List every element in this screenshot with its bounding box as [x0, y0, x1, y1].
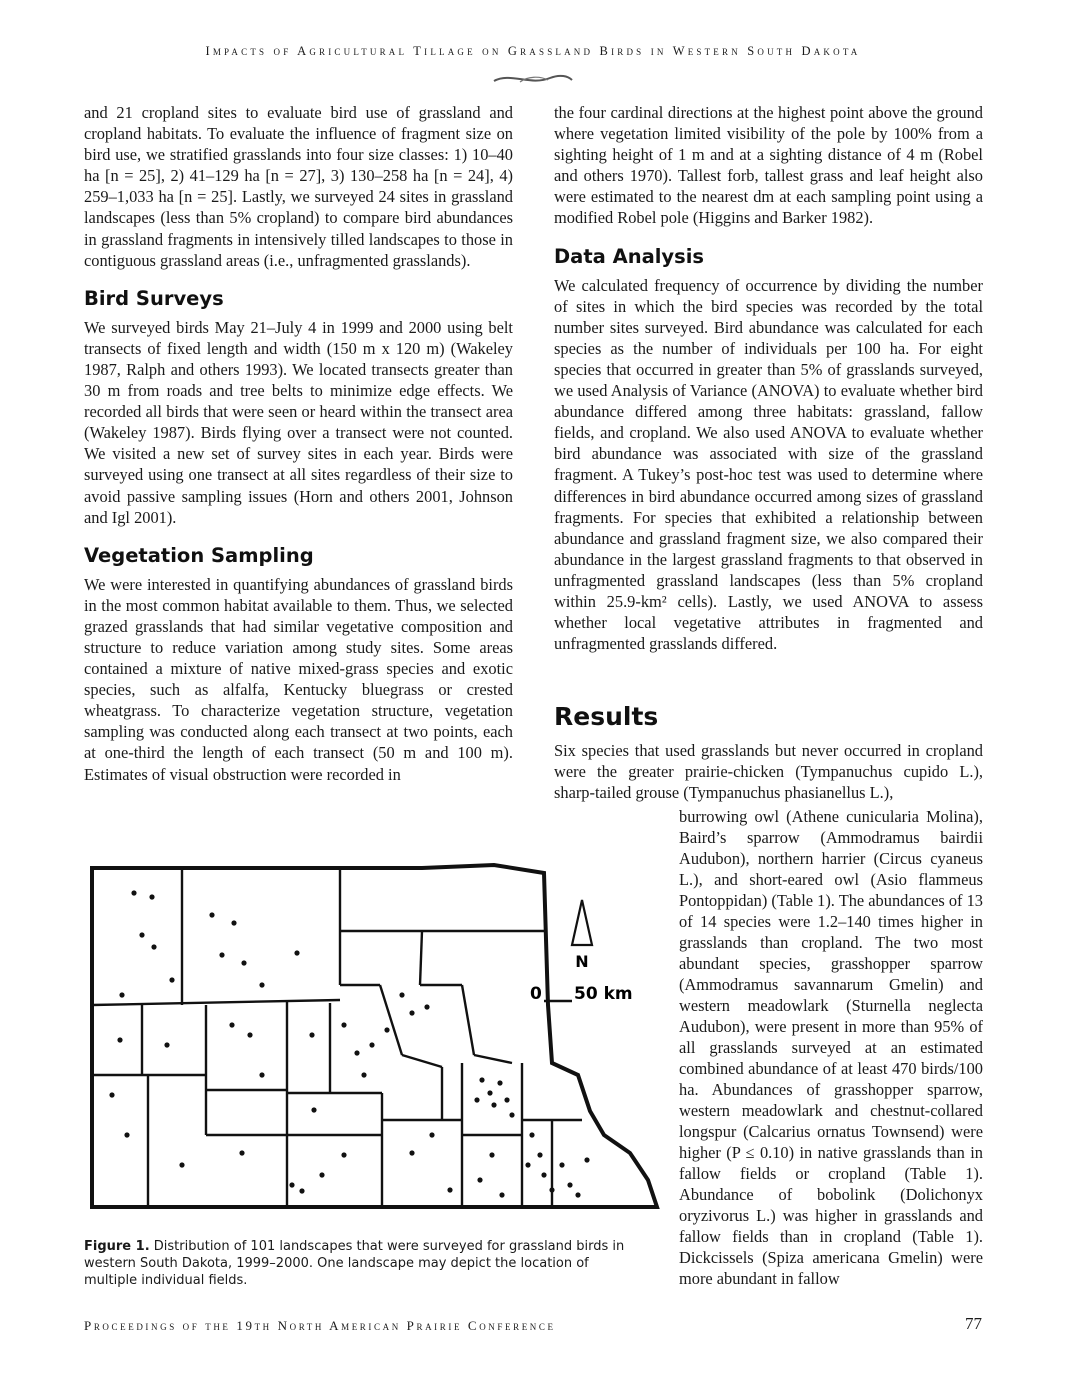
- vegetation-heading: Vegetation Sampling: [84, 543, 314, 567]
- bird-surveys-heading: Bird Surveys: [84, 286, 224, 310]
- results-paragraph-narrow: burrowing owl (Athene cunicularia Molina), Baird’s sparrow (Ammodramus bairdii Audubon), northern harrier (Circus cyaneus L.), and short-eared owl (Asio flammeus Pontoppidan) (Table 1). The abundances of 13 of 14 species were 1.2–140 times higher in grasslands than cropland. The two most abundant species, grasshopper sparrow (Ammodramus savannarum Gmelin) and western meadowlark (Sturnella neglecta Audubon), were present in more than 95% of all grasslands surveyed at an estimated combined abundance of at least 470 birds/100 ha. Abundances of grasshopper sparrow, western meadowlark and chestnut-collared longspur (Calcarius ornatus Townsend) were higher (P ≤ 0.10) in native grasslands than in fallow fields or cropland (Table 1). Abundance of bobolink (Dolichonyx oryzivorus L.) was higher in grasslands and fallow fields than in cropland (Table 1). Dickcissels (Spiza americana Gmelin) were more abundant in fallow: [679, 807, 983, 1288]
- north-label: N: [575, 952, 589, 971]
- scale-zero-label: 0: [530, 984, 542, 1004]
- scale-distance-label: 50 km: [574, 984, 633, 1004]
- results-heading: Results: [554, 702, 659, 731]
- figure-caption: [84, 1238, 644, 1289]
- south-dakota-county-map: [82, 835, 672, 1235]
- continuation-paragraph: the four cardinal directions at the highest point above the ground where vegetation limited visibility of the pole by 100% from a sighting height of 1 m and at a sighting distance of 4 m (Robel and others 1970). Tallest forb, tallest grass and leaf height also were estimated to the nearest dm at each sampling point using a modified Robel pole (Higgins and Barker 1982).: [554, 103, 983, 228]
- county-lines: [92, 868, 582, 1207]
- footer-conference: Proceedings of the 19th North American Prairie Conference: [84, 1318, 556, 1333]
- ornament-icon: [490, 70, 576, 88]
- figure-map: [82, 835, 672, 1235]
- left-column: [84, 102, 513, 785]
- results-section: [554, 702, 983, 803]
- right-column: [554, 102, 983, 654]
- results-paragraph-wide: Six species that used grasslands but never occurred in cropland were the greater prairie-chicken (Tympanuchus cupido L.), sharp-tailed grouse (Tympanuchus phasianellus L.),: [554, 741, 983, 802]
- bird-surveys-paragraph: We surveyed birds May 21–July 4 in 1999 and 2000 using belt transects of fixed length and width (150 m x 120 m) (Wakeley 1987, Ralph and others 1993). We located transects greater than 30 m from roads and tree belts to minimize edge effects. We recorded all birds that were seen or heard within the transect area (Wakeley 1987). Birds flying over a transect were not counted. We visited a new set of survey sites in each year. Birds were surveyed using one transect at all sites regardless of their size to avoid passive sampling issues (Horn and others 2001, Johnson and Igl 2001).: [84, 317, 513, 527]
- caption-label: Figure 1.: [84, 1239, 150, 1254]
- running-head: Impacts of Agricultural Tillage on Grassland Birds in Western South Dakota: [205, 44, 861, 58]
- state-outline: [92, 865, 657, 1207]
- data-analysis-paragraph: We calculated frequency of occurrence by dividing the number of sites in which the bird species was recorded by the total number sites surveyed. Bird abundance was calculated for each species as the number of individuals per 100 ha. For eight species that occurred in greater than 5% of grasslands surveyed, we used Analysis of Variance (ANOVA) to evaluate whether bird abundance differed among three habitats: grassland, fallow fields, and cropland. We also used ANOVA to evaluate whether bird abundance was associated with size of the grassland fragment. A Tukey’s post-hoc test was used to determine where differences in bird abundance occurred among sizes of grassland fragments. For species that exhibited a relationship between abundance and grassland fragment size, we also compared their abundance in the largest grassland fragments to that observed in unfragmented grassland landscapes (less than 5% cropland within 25.9-km² cells). Lastly, we used ANOVA to assess whether local vegetative attributes in fragmented and unfragmented grasslands differed.: [554, 275, 983, 654]
- north-arrow-icon: [572, 900, 592, 945]
- vegetation-paragraph: We were interested in quantifying abundances of grassland birds in the most common habitat available to them. Thus, we selected grazed grasslands that had similar vegetative composition and structure to reduce variation among study sites. Some areas contained a mixture of native mixed-grass species and exotic species, such as alfalfa, Kentucky bluegrass or crested wheatgrass. To characterize vegetation structure, vegetation sampling was conducted along each transect at two points, each at one-third the length of each transect (50 m and 100 m). Estimates of visual obstruction were recorded in: [84, 574, 513, 784]
- data-analysis-heading: Data Analysis: [554, 244, 705, 268]
- caption-text: Distribution of 101 landscapes that were surveyed for grassland birds in western South Dakota, 1999–2000. One landscape may depict the location of multiple individual fields.: [84, 1239, 625, 1288]
- page-number: 77: [965, 1314, 982, 1333]
- intro-paragraph: and 21 cropland sites to evaluate bird use of grassland and cropland habitats. To evaluate the influence of fragment size on bird use, we stratified grasslands into four size classes: 1) 10–40 ha [n = 25], 2) 41–129 ha [n = 27], 3) 130–258 ha [n = 24], 4) 259–1,033 ha [n = 25]. Lastly, we surveyed 24 sites in grassland landscapes (less than 5% cropland) to compare bird abundances in grassland fragments in intensively tilled landscapes to those in contiguous grassland areas (i.e., unfragmented grasslands).: [84, 103, 513, 270]
- results-wrap-text: [679, 806, 983, 1289]
